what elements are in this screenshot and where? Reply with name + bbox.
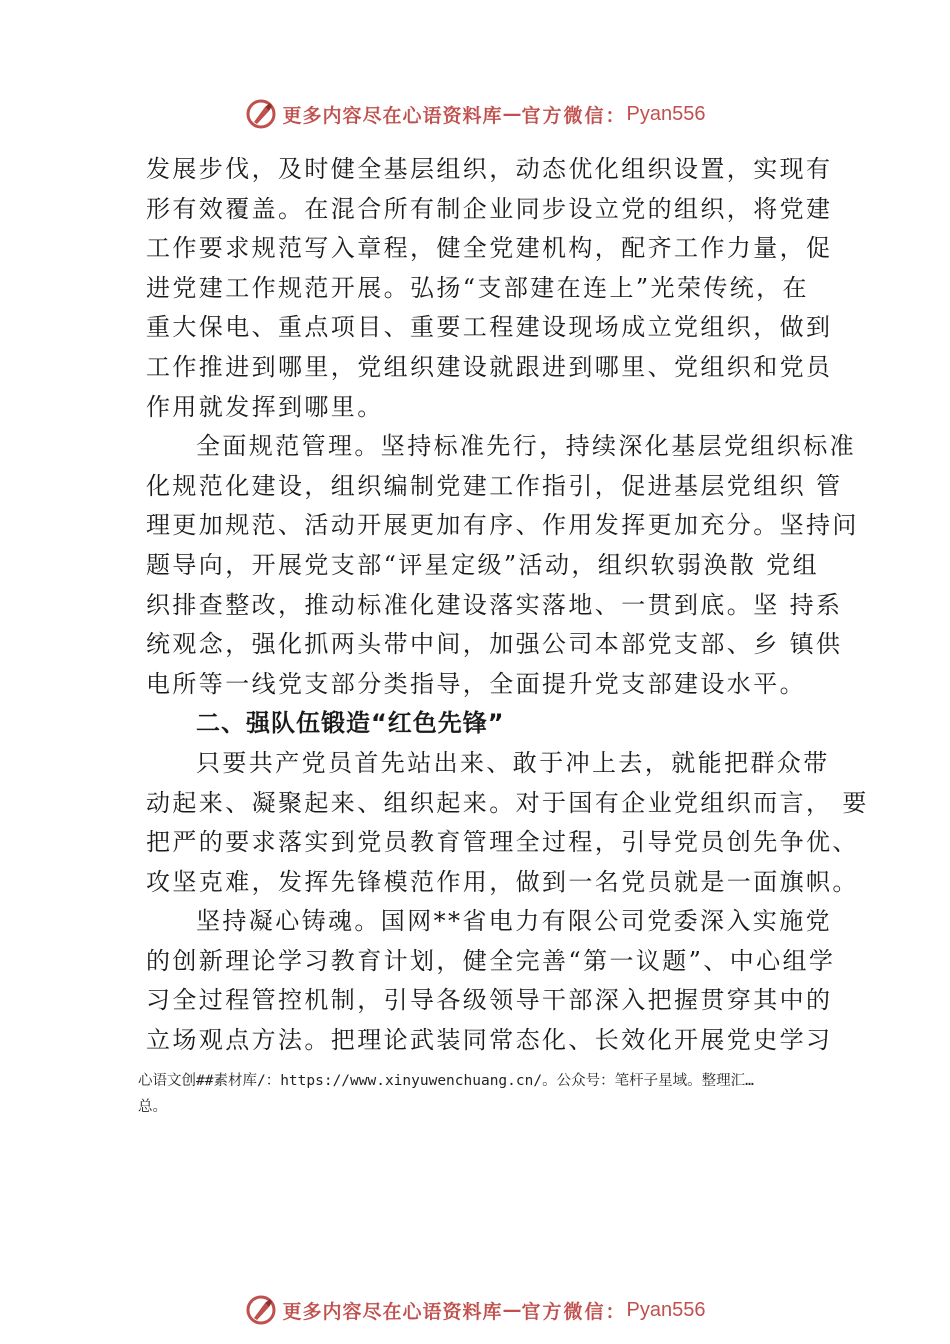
body-line-14: 电所等一线党支部分类指导，全面提升党支部建设水平。 [146, 669, 806, 698]
body-line-3: 工作要求规范写入章程，健全党建机构，配齐工作力量，促 [146, 234, 833, 263]
body-line-18: 把严的要求落实到党员教育管理全过程，引导党员创先争优、 [146, 828, 859, 857]
banner-official-label: 官方微信： [521, 1300, 627, 1323]
banner-separator: — [502, 1299, 522, 1321]
body-line-6: 工作推进到哪里，党组织建设就跟进到哪里、党组织和党员 [146, 352, 833, 381]
pen-nib-logo-icon [245, 98, 277, 130]
header-banner [0, 94, 950, 134]
body-line-5: 重大保电、重点项目、重要工程建设现场成立党组织，做到 [146, 313, 833, 342]
body-line-19: 攻坚克难，发挥先锋模范作用，做到一名党员就是一面旗帜。 [146, 867, 859, 896]
body-line-12: 织排查整改，推动标准化建设落实落地、一贯到底。坚 持系 [146, 590, 843, 619]
document-body [146, 150, 869, 1061]
body-line-2: 形有效覆盖。在混合所有制企业同步设立党的组织，将党建 [146, 194, 833, 223]
body-line-11: 题导向，开展党支部“评星定级”活动，组织软弱涣散 党组 [146, 550, 819, 579]
paragraph-start-vanguard: 只要共产党员首先站出来、敢于冲上去，就能把群众带 [196, 748, 830, 777]
banner-brand-text: 更多内容尽在心语资料库 [282, 1300, 503, 1323]
footer-banner [0, 1290, 950, 1330]
body-line-17: 动起来、凝聚起来、组织起来。对于国有企业党组织而言， 要 [146, 788, 869, 817]
body-line-21: 的创新理论学习教育计划，健全完善“第一议题”、中心组学 [146, 946, 836, 975]
body-line-22: 习全过程管控机制，引导各级领导干部深入把握贯穿其中的 [146, 986, 833, 1015]
banner-wechat-id: Pyan556 [626, 1298, 706, 1321]
paragraph-start-soul: 坚持凝心铸魂。国网**省电力有限公司党委深入实施党 [196, 907, 832, 936]
footnote-line-1: 心语文创##素材库/：https://www.xinyuwenchuang.cn/。公众号：笔杆子星域。整理汇… [138, 1073, 754, 1089]
body-line-23: 立场观点方法。把理论武装同常态化、长效化开展党史学习 [146, 1026, 833, 1055]
body-line-1: 发展步伐，及时健全基层组织，动态优化组织设置，实现有 [146, 155, 833, 183]
paragraph-start-management: 全面规范管理。坚持标准先行，持续深化基层党组织标准 [196, 432, 856, 461]
banner-brand-text: 更多内容尽在心语资料库 [282, 104, 503, 127]
pen-nib-logo-icon [245, 1294, 277, 1326]
body-line-4: 进党建工作规范开展。弘扬“支部建在连上”光荣传统，在 [146, 273, 809, 302]
source-footnote [138, 1068, 838, 1120]
banner-separator: — [502, 103, 522, 125]
footnote-line-2: 总。 [138, 1099, 167, 1115]
banner-wechat-id: Pyan556 [626, 102, 706, 125]
body-line-10: 理更加规范、活动开展更加有序、作用发挥更加充分。坚持问 [146, 511, 859, 540]
body-line-9: 化规范化建设，组织编制党建工作指引，促进基层党组织 管 [146, 471, 843, 500]
section-heading: 二、强队伍锻造“红色先锋” [196, 709, 505, 738]
body-line-7: 作用就发挥到哪里。 [146, 392, 384, 421]
body-line-13: 统观念，强化抓两头带中间，加强公司本部党支部、乡 镇供 [146, 630, 843, 659]
banner-official-label: 官方微信： [521, 104, 627, 127]
